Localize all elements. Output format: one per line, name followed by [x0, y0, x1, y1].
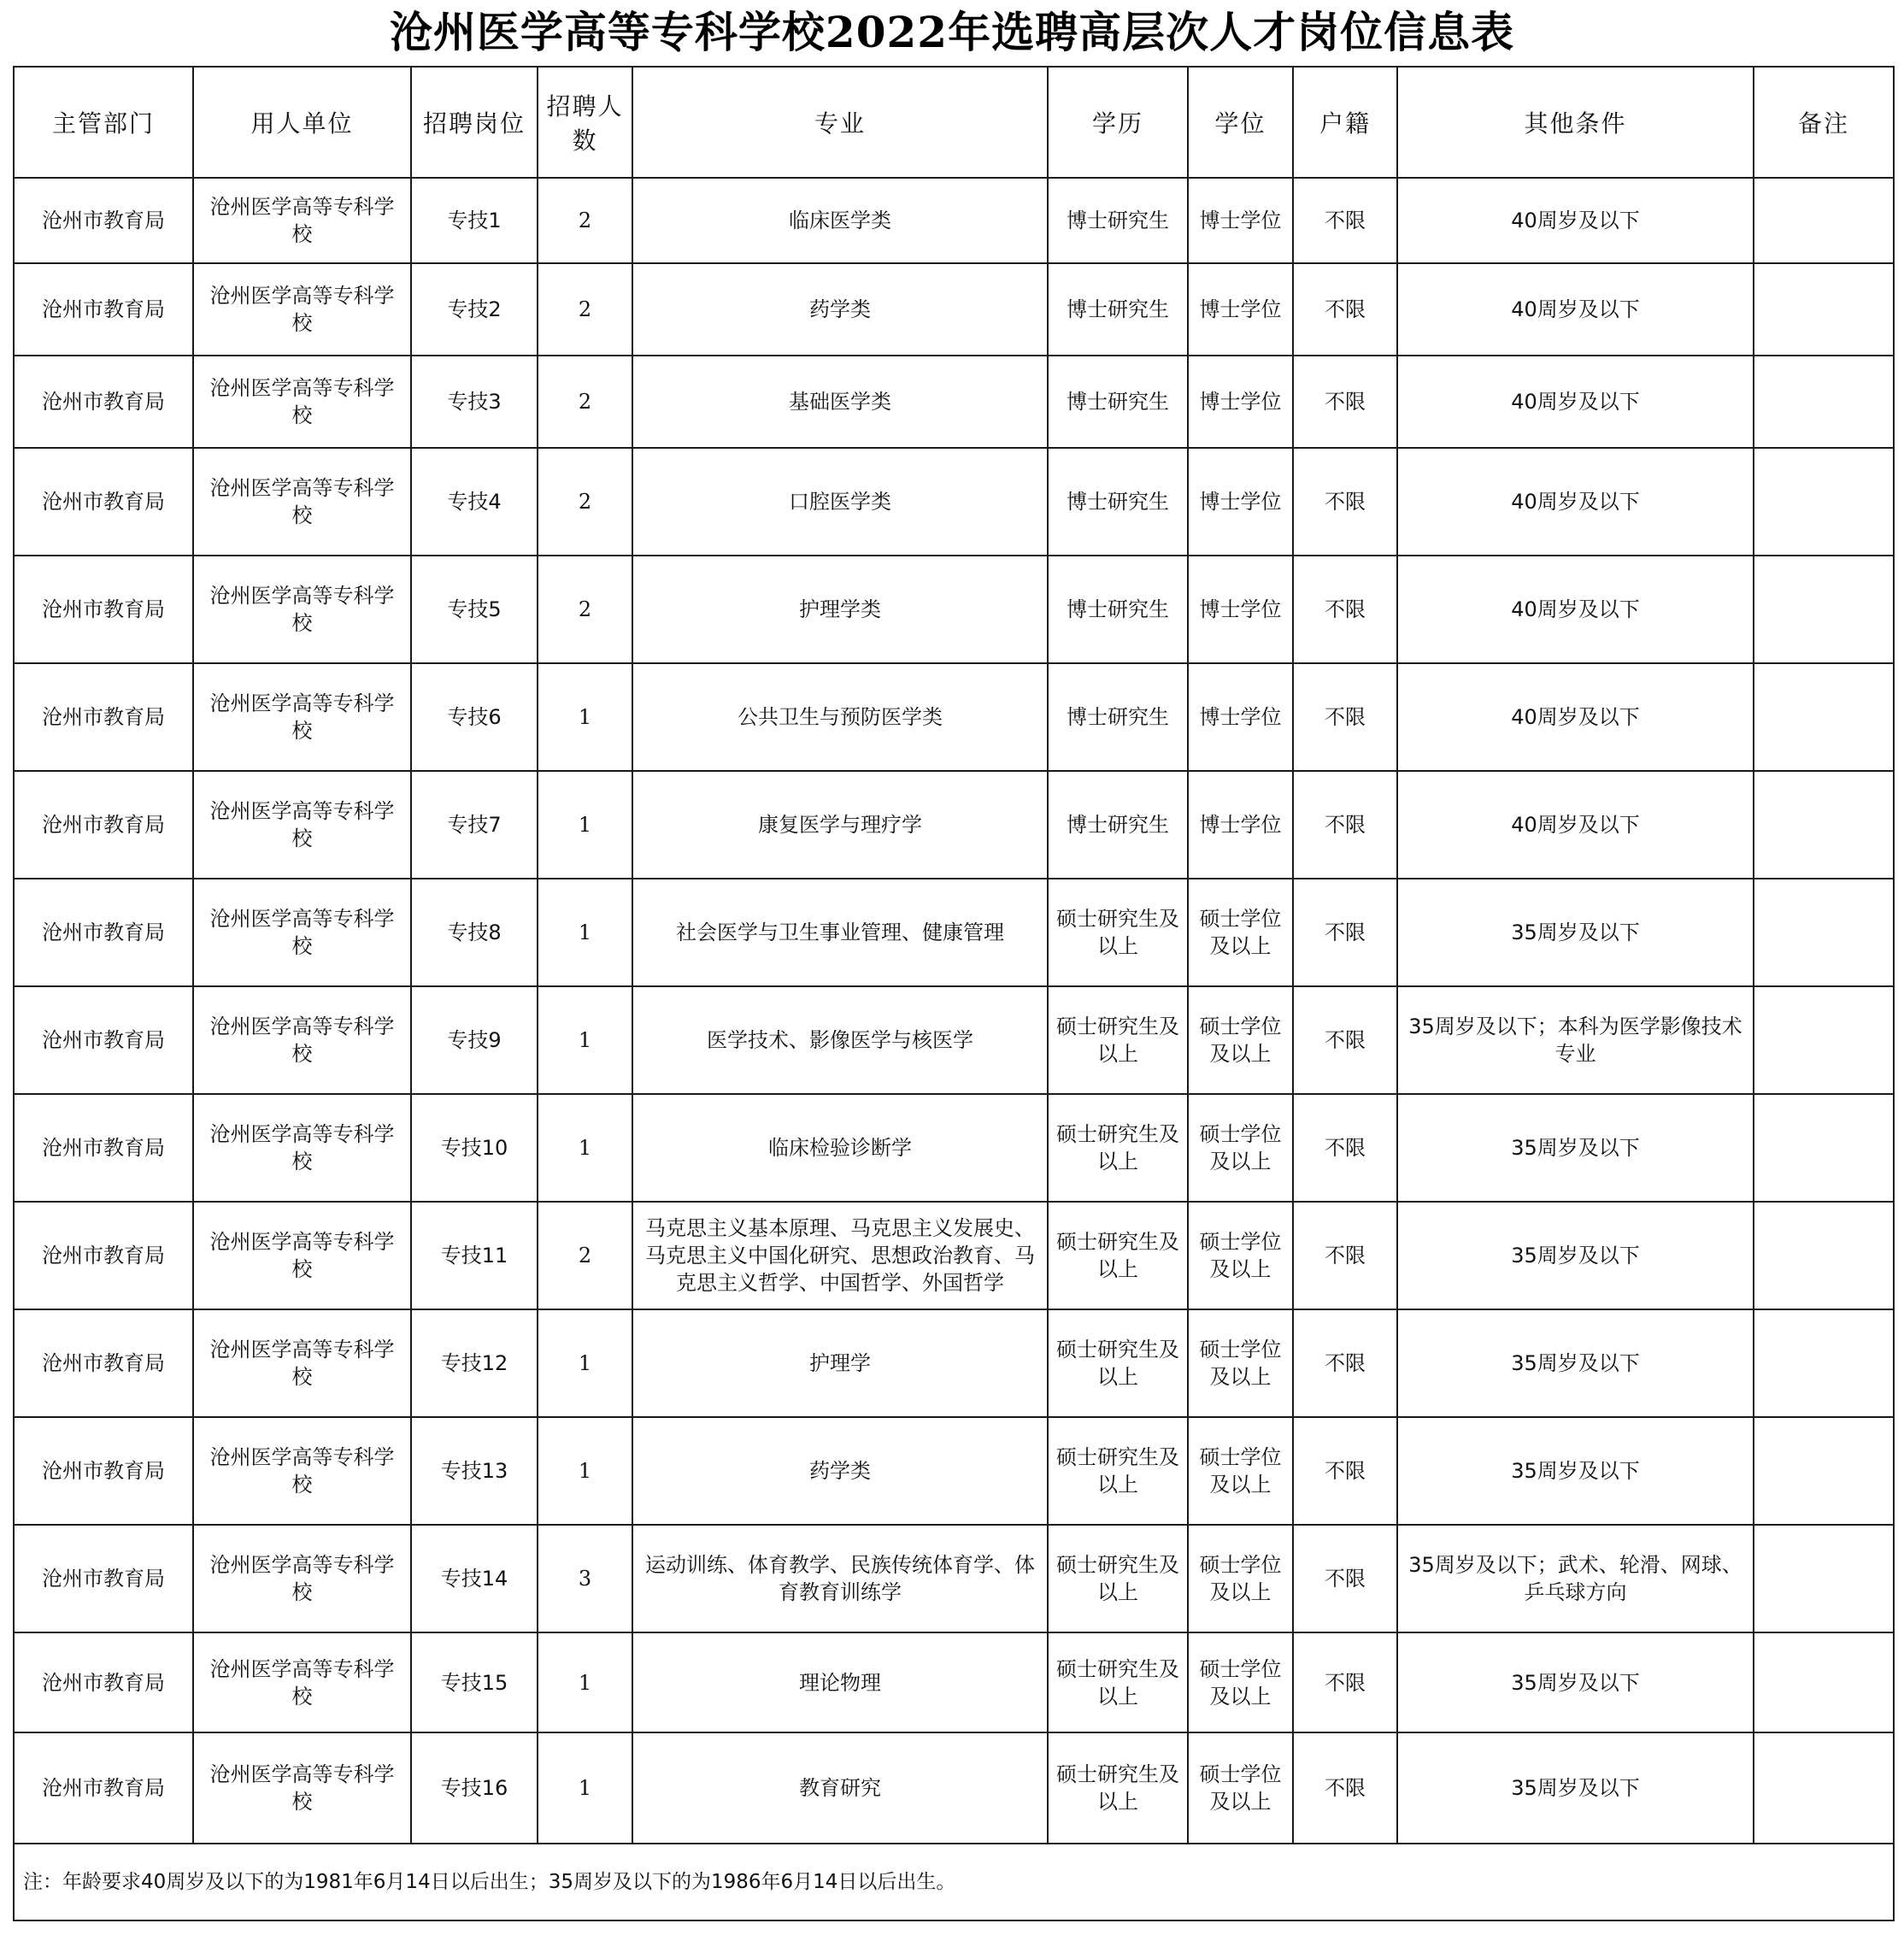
positions-table — [13, 66, 1895, 1921]
cell-unit: 沧州医学高等专科学校 — [193, 263, 411, 356]
cell-major: 临床医学类 — [632, 178, 1048, 263]
cell-post: 专技14 — [411, 1525, 538, 1632]
table-row — [14, 356, 1894, 448]
cell-degree: 硕士学位及以上 — [1188, 986, 1293, 1094]
cell-other-conditions: 40周岁及以下 — [1397, 263, 1754, 356]
cell-hukou: 不限 — [1293, 263, 1397, 356]
header-education: 学历 — [1048, 67, 1188, 178]
cell-major: 社会医学与卫生事业管理、健康管理 — [632, 879, 1048, 986]
cell-unit: 沧州医学高等专科学校 — [193, 356, 411, 448]
table-row — [14, 1417, 1894, 1525]
table-row — [14, 1202, 1894, 1309]
cell-degree: 硕士学位及以上 — [1188, 1732, 1293, 1844]
cell-unit: 沧州医学高等专科学校 — [193, 1525, 411, 1632]
cell-count: 1 — [538, 1732, 632, 1844]
cell-unit: 沧州医学高等专科学校 — [193, 1632, 411, 1732]
table-row — [14, 263, 1894, 356]
table-row — [14, 879, 1894, 986]
cell-post: 专技5 — [411, 556, 538, 663]
cell-hukou: 不限 — [1293, 1632, 1397, 1732]
table-row — [14, 178, 1894, 263]
header-other-conditions: 其他条件 — [1397, 67, 1754, 178]
cell-major: 理论物理 — [632, 1632, 1048, 1732]
cell-post: 专技3 — [411, 356, 538, 448]
cell-unit: 沧州医学高等专科学校 — [193, 1732, 411, 1844]
header-post: 招聘岗位 — [411, 67, 538, 178]
table-row — [14, 1632, 1894, 1732]
cell-remark — [1754, 1525, 1894, 1632]
cell-degree: 硕士学位及以上 — [1188, 1094, 1293, 1202]
cell-dept: 沧州市教育局 — [14, 1632, 193, 1732]
cell-count: 2 — [538, 263, 632, 356]
cell-hukou: 不限 — [1293, 1094, 1397, 1202]
cell-post: 专技1 — [411, 178, 538, 263]
cell-education: 硕士研究生及以上 — [1048, 1632, 1188, 1732]
cell-major: 药学类 — [632, 1417, 1048, 1525]
cell-degree: 硕士学位及以上 — [1188, 1525, 1293, 1632]
cell-education: 博士研究生 — [1048, 356, 1188, 448]
cell-other-conditions: 40周岁及以下 — [1397, 356, 1754, 448]
cell-unit: 沧州医学高等专科学校 — [193, 1094, 411, 1202]
table-row — [14, 556, 1894, 663]
header-count: 招聘人数 — [538, 67, 632, 178]
page-title: 沧州医学高等专科学校2022年选聘高层次人才岗位信息表 — [389, 7, 1515, 57]
cell-education: 硕士研究生及以上 — [1048, 1417, 1188, 1525]
cell-education: 硕士研究生及以上 — [1048, 1732, 1188, 1844]
cell-count: 1 — [538, 1632, 632, 1732]
cell-other-conditions: 35周岁及以下 — [1397, 879, 1754, 986]
cell-education: 硕士研究生及以上 — [1048, 1094, 1188, 1202]
cell-post: 专技16 — [411, 1732, 538, 1844]
table-row — [14, 1094, 1894, 1202]
cell-major: 护理学类 — [632, 556, 1048, 663]
cell-other-conditions: 35周岁及以下；本科为医学影像技术专业 — [1397, 986, 1754, 1094]
table-row — [14, 1309, 1894, 1417]
cell-unit: 沧州医学高等专科学校 — [193, 771, 411, 879]
cell-count: 1 — [538, 663, 632, 771]
cell-degree: 硕士学位及以上 — [1188, 1417, 1293, 1525]
cell-unit: 沧州医学高等专科学校 — [193, 1309, 411, 1417]
cell-degree: 博士学位 — [1188, 356, 1293, 448]
cell-education: 硕士研究生及以上 — [1048, 1309, 1188, 1417]
header-hukou: 户籍 — [1293, 67, 1397, 178]
cell-count: 2 — [538, 1202, 632, 1309]
cell-major: 临床检验诊断学 — [632, 1094, 1048, 1202]
cell-dept: 沧州市教育局 — [14, 263, 193, 356]
cell-dept: 沧州市教育局 — [14, 663, 193, 771]
cell-degree: 博士学位 — [1188, 663, 1293, 771]
cell-post: 专技9 — [411, 986, 538, 1094]
header-dept: 主管部门 — [14, 67, 193, 178]
cell-degree: 博士学位 — [1188, 556, 1293, 663]
cell-major: 护理学 — [632, 1309, 1048, 1417]
cell-post: 专技11 — [411, 1202, 538, 1309]
cell-post: 专技2 — [411, 263, 538, 356]
cell-degree: 硕士学位及以上 — [1188, 1632, 1293, 1732]
cell-hukou: 不限 — [1293, 356, 1397, 448]
table-body — [14, 178, 1894, 1844]
table-row — [14, 771, 1894, 879]
cell-count: 1 — [538, 1309, 632, 1417]
cell-post: 专技7 — [411, 771, 538, 879]
cell-hukou: 不限 — [1293, 1417, 1397, 1525]
cell-remark — [1754, 263, 1894, 356]
cell-education: 博士研究生 — [1048, 663, 1188, 771]
header-unit: 用人单位 — [193, 67, 411, 178]
cell-unit: 沧州医学高等专科学校 — [193, 448, 411, 556]
cell-other-conditions: 40周岁及以下 — [1397, 556, 1754, 663]
cell-dept: 沧州市教育局 — [14, 771, 193, 879]
cell-hukou: 不限 — [1293, 1309, 1397, 1417]
cell-unit: 沧州医学高等专科学校 — [193, 663, 411, 771]
cell-degree: 博士学位 — [1188, 178, 1293, 263]
cell-major: 马克思主义基本原理、马克思主义发展史、马克思主义中国化研究、思想政治教育、马克思主义哲学、中国哲学、外国哲学 — [632, 1202, 1048, 1309]
cell-remark — [1754, 356, 1894, 448]
header-row — [14, 67, 1894, 178]
cell-remark — [1754, 879, 1894, 986]
table-row — [14, 448, 1894, 556]
cell-dept: 沧州市教育局 — [14, 178, 193, 263]
cell-remark — [1754, 1732, 1894, 1844]
cell-dept: 沧州市教育局 — [14, 879, 193, 986]
cell-count: 2 — [538, 178, 632, 263]
cell-other-conditions: 35周岁及以下 — [1397, 1309, 1754, 1417]
cell-post: 专技4 — [411, 448, 538, 556]
cell-education: 硕士研究生及以上 — [1048, 986, 1188, 1094]
cell-degree: 博士学位 — [1188, 448, 1293, 556]
header-major: 专业 — [632, 67, 1048, 178]
cell-remark — [1754, 986, 1894, 1094]
cell-post: 专技12 — [411, 1309, 538, 1417]
cell-unit: 沧州医学高等专科学校 — [193, 986, 411, 1094]
cell-post: 专技13 — [411, 1417, 538, 1525]
cell-education: 博士研究生 — [1048, 263, 1188, 356]
cell-major: 基础医学类 — [632, 356, 1048, 448]
cell-hukou: 不限 — [1293, 1732, 1397, 1844]
cell-major: 药学类 — [632, 263, 1048, 356]
cell-dept: 沧州市教育局 — [14, 1732, 193, 1844]
header-degree: 学位 — [1188, 67, 1293, 178]
table-row — [14, 986, 1894, 1094]
cell-education: 博士研究生 — [1048, 448, 1188, 556]
cell-degree: 博士学位 — [1188, 263, 1293, 356]
cell-unit: 沧州医学高等专科学校 — [193, 556, 411, 663]
cell-other-conditions: 35周岁及以下 — [1397, 1094, 1754, 1202]
cell-major: 康复医学与理疗学 — [632, 771, 1048, 879]
cell-count: 1 — [538, 879, 632, 986]
cell-education: 博士研究生 — [1048, 556, 1188, 663]
table-row — [14, 663, 1894, 771]
cell-degree: 硕士学位及以上 — [1188, 1309, 1293, 1417]
cell-education: 硕士研究生及以上 — [1048, 879, 1188, 986]
cell-dept: 沧州市教育局 — [14, 556, 193, 663]
cell-major: 教育研究 — [632, 1732, 1048, 1844]
cell-count: 1 — [538, 1417, 632, 1525]
table-row — [14, 1732, 1894, 1844]
cell-count: 2 — [538, 556, 632, 663]
cell-hukou: 不限 — [1293, 986, 1397, 1094]
cell-post: 专技6 — [411, 663, 538, 771]
cell-degree: 硕士学位及以上 — [1188, 1202, 1293, 1309]
cell-remark — [1754, 1632, 1894, 1732]
cell-dept: 沧州市教育局 — [14, 356, 193, 448]
cell-post: 专技15 — [411, 1632, 538, 1732]
cell-dept: 沧州市教育局 — [14, 1525, 193, 1632]
cell-major: 公共卫生与预防医学类 — [632, 663, 1048, 771]
cell-other-conditions: 35周岁及以下 — [1397, 1417, 1754, 1525]
cell-hukou: 不限 — [1293, 178, 1397, 263]
footnote: 注：年龄要求40周岁及以下的为1981年6月14日以后出生；35周岁及以下的为1986年6月14日以后出生。 — [14, 1844, 1894, 1920]
cell-hukou: 不限 — [1293, 448, 1397, 556]
header-remark: 备注 — [1754, 67, 1894, 178]
cell-count: 3 — [538, 1525, 632, 1632]
cell-other-conditions: 35周岁及以下；武术、轮滑、网球、乒乓球方向 — [1397, 1525, 1754, 1632]
cell-hukou: 不限 — [1293, 1525, 1397, 1632]
cell-count: 2 — [538, 356, 632, 448]
cell-remark — [1754, 178, 1894, 263]
cell-count: 1 — [538, 986, 632, 1094]
cell-count: 1 — [538, 771, 632, 879]
cell-other-conditions: 40周岁及以下 — [1397, 178, 1754, 263]
cell-major: 运动训练、体育教学、民族传统体育学、体育教育训练学 — [632, 1525, 1048, 1632]
cell-other-conditions: 40周岁及以下 — [1397, 771, 1754, 879]
cell-unit: 沧州医学高等专科学校 — [193, 1417, 411, 1525]
cell-other-conditions: 40周岁及以下 — [1397, 448, 1754, 556]
cell-remark — [1754, 663, 1894, 771]
cell-remark — [1754, 1309, 1894, 1417]
cell-count: 2 — [538, 448, 632, 556]
cell-dept: 沧州市教育局 — [14, 986, 193, 1094]
cell-remark — [1754, 771, 1894, 879]
note-row — [14, 1844, 1894, 1920]
cell-count: 1 — [538, 1094, 632, 1202]
cell-degree: 硕士学位及以上 — [1188, 879, 1293, 986]
cell-unit: 沧州医学高等专科学校 — [193, 879, 411, 986]
cell-education: 博士研究生 — [1048, 771, 1188, 879]
cell-other-conditions: 35周岁及以下 — [1397, 1202, 1754, 1309]
cell-post: 专技8 — [411, 879, 538, 986]
cell-degree: 博士学位 — [1188, 771, 1293, 879]
cell-remark — [1754, 448, 1894, 556]
cell-hukou: 不限 — [1293, 663, 1397, 771]
cell-remark — [1754, 556, 1894, 663]
cell-education: 硕士研究生及以上 — [1048, 1525, 1188, 1632]
cell-remark — [1754, 1417, 1894, 1525]
cell-other-conditions: 40周岁及以下 — [1397, 663, 1754, 771]
cell-education: 博士研究生 — [1048, 178, 1188, 263]
cell-dept: 沧州市教育局 — [14, 1417, 193, 1525]
cell-dept: 沧州市教育局 — [14, 448, 193, 556]
cell-major: 口腔医学类 — [632, 448, 1048, 556]
table-row — [14, 1525, 1894, 1632]
cell-unit: 沧州医学高等专科学校 — [193, 1202, 411, 1309]
cell-dept: 沧州市教育局 — [14, 1094, 193, 1202]
cell-remark — [1754, 1202, 1894, 1309]
cell-other-conditions: 35周岁及以下 — [1397, 1732, 1754, 1844]
cell-hukou: 不限 — [1293, 556, 1397, 663]
cell-hukou: 不限 — [1293, 1202, 1397, 1309]
cell-dept: 沧州市教育局 — [14, 1202, 193, 1309]
cell-remark — [1754, 1094, 1894, 1202]
cell-other-conditions: 35周岁及以下 — [1397, 1632, 1754, 1732]
cell-unit: 沧州医学高等专科学校 — [193, 178, 411, 263]
cell-hukou: 不限 — [1293, 879, 1397, 986]
cell-post: 专技10 — [411, 1094, 538, 1202]
cell-major: 医学技术、影像医学与核医学 — [632, 986, 1048, 1094]
cell-hukou: 不限 — [1293, 771, 1397, 879]
cell-education: 硕士研究生及以上 — [1048, 1202, 1188, 1309]
cell-dept: 沧州市教育局 — [14, 1309, 193, 1417]
